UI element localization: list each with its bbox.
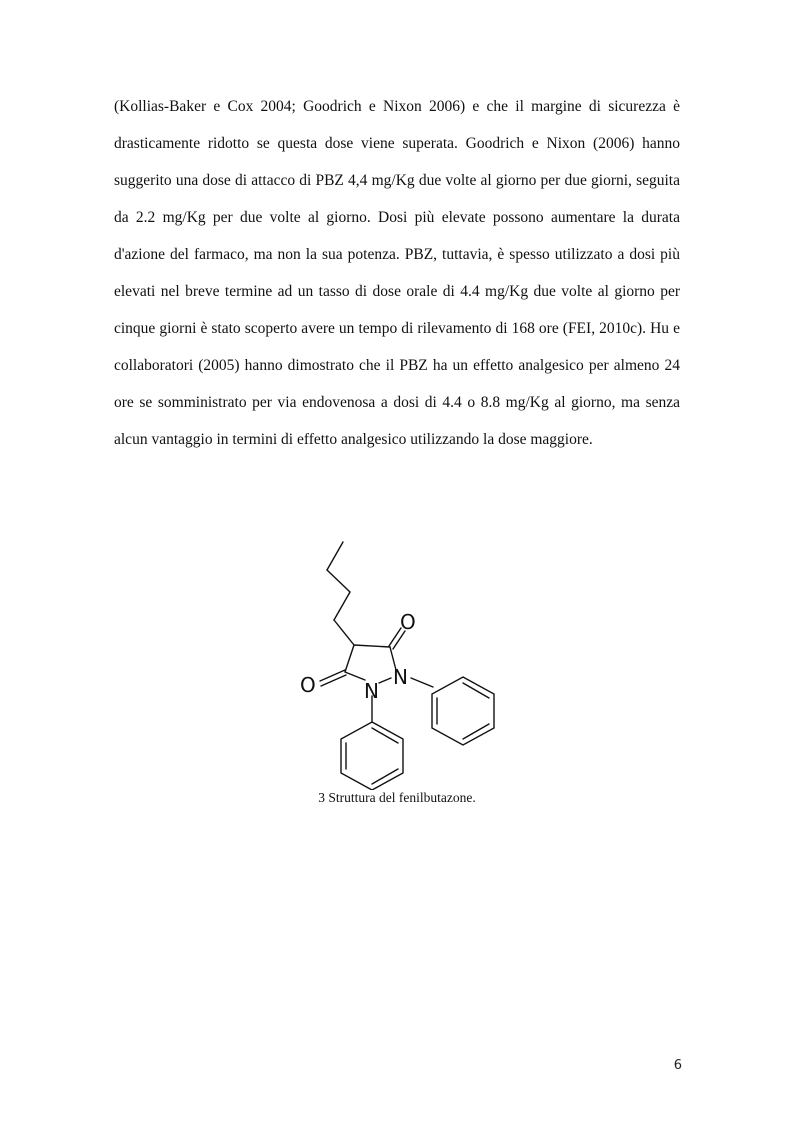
butyl-bond-3 bbox=[334, 592, 350, 620]
bottom-phenyl-double-1 bbox=[372, 728, 398, 743]
right-phenyl-double-1 bbox=[463, 683, 489, 698]
right-phenyl-ring bbox=[432, 677, 494, 745]
figure-caption: 3 Struttura del fenilbutazone. bbox=[318, 790, 476, 805]
ring-bond-n2-n1 bbox=[379, 678, 391, 683]
page-number: 6 bbox=[673, 1058, 682, 1073]
carbonyl-bond-left-b bbox=[321, 675, 346, 686]
n2-phenyl-bond bbox=[411, 678, 433, 687]
body-text bbox=[114, 88, 680, 458]
butyl-bond-1 bbox=[327, 542, 343, 570]
bottom-phenyl-ring bbox=[341, 722, 403, 790]
ring-bond-c5-c4 bbox=[345, 645, 354, 672]
butyl-bond-2 bbox=[327, 570, 350, 592]
ring-bond-n1-c5 bbox=[345, 672, 365, 680]
right-phenyl-double-2 bbox=[463, 724, 489, 739]
oxygen-top-label: O bbox=[400, 610, 416, 634]
bottom-phenyl-double-2 bbox=[372, 769, 398, 784]
butyl-bond-4 bbox=[334, 620, 354, 645]
nitrogen-1-label: N bbox=[364, 679, 379, 703]
ring-bond-c4-c3 bbox=[354, 645, 390, 647]
nitrogen-2-label: N bbox=[393, 665, 408, 689]
phenylbutazone-structure-diagram bbox=[290, 530, 500, 790]
carbonyl-bond-left-a bbox=[320, 670, 345, 681]
body-paragraph: (Kollias-Baker e Cox 2004; Goodrich e Nixon 2006) e che il margine di sicurezza è drasticamente ridotto se questa dose viene superata. Goodrich e Nixon (2006) hanno suggerito una dose di attacco di PBZ 4,4 mg/Kg due volte al giorno per due giorni, seguita da 2.2 mg/Kg per due volte al giorno. Dosi più elevate possono aumentare la durata d'azione del farmaco, ma non la sua potenza. PBZ, tuttavia, è spesso utilizzato a dosi più elevati nel breve termine ad un tasso di dose orale di 4.4 mg/Kg due volte al giorno per cinque giorni è stato scoperto avere un tempo di rilevamento di 168 ore (FEI, 2010c). Hu e collaboratori (2005) hanno dimostrato che il PBZ ha un effetto analgesico per almeno 24 ore se somministrato per via endovenosa a dosi di 4.4 o 8.8 mg/Kg al giorno, ma senza alcun vantaggio in termini di effetto analgesico utilizzando la dose maggiore. bbox=[114, 98, 680, 448]
phenylbutazone-structure-figure bbox=[290, 530, 500, 790]
oxygen-left-label: O bbox=[300, 673, 316, 697]
